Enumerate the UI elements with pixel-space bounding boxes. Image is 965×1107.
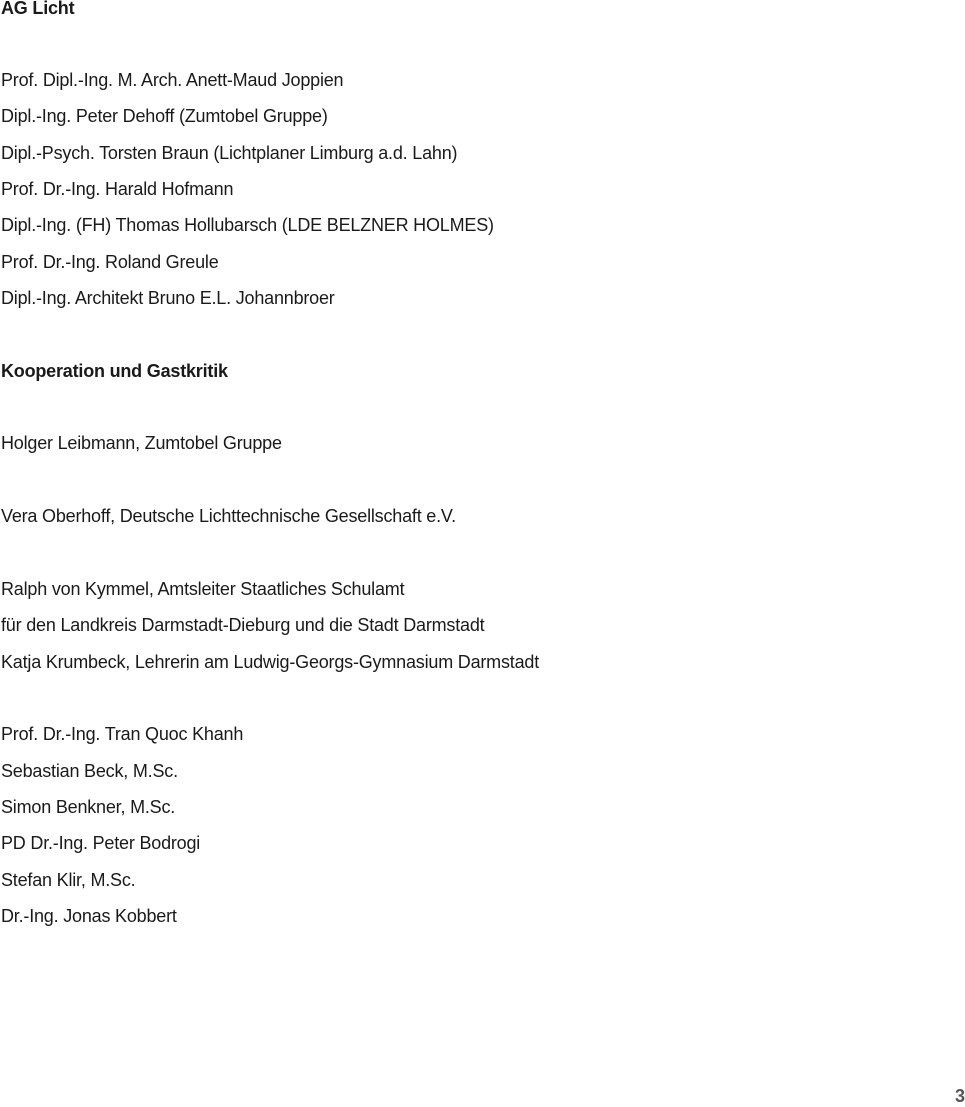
guest-line: Vera Oberhoff, Deutsche Lichttechnische Gesellschaft e.V. xyxy=(1,506,456,526)
guest-line: Prof. Dr.-Ing. Tran Quoc Khanh xyxy=(1,724,244,744)
section-heading-kooperation: Kooperation und Gastkritik xyxy=(1,361,228,381)
member-line: Dipl.-Ing. Peter Dehoff (Zumtobel Gruppe) xyxy=(1,106,328,126)
guest-line: PD Dr.-Ing. Peter Bodrogi xyxy=(1,833,201,853)
guest-line: Sebastian Beck, M.Sc. xyxy=(1,761,178,781)
member-line: Dipl.-Ing. (FH) Thomas Hollubarsch (LDE BELZNER HOLMES) xyxy=(1,215,494,235)
section-heading-ag-licht: AG Licht xyxy=(1,0,75,18)
member-line: Prof. Dr.-Ing. Harald Hofmann xyxy=(1,179,234,199)
guest-line: Holger Leibmann, Zumtobel Gruppe xyxy=(1,433,282,453)
guest-line: Dr.-Ing. Jonas Kobbert xyxy=(1,906,177,926)
member-line: Dipl.-Ing. Architekt Bruno E.L. Johannbroer xyxy=(1,288,335,308)
member-line: Prof. Dr.-Ing. Roland Greule xyxy=(1,252,219,272)
guest-line: für den Landkreis Darmstadt-Dieburg und die Stadt Darmstadt xyxy=(1,615,485,635)
member-line: Prof. Dipl.-Ing. M. Arch. Anett-Maud Joppien xyxy=(1,70,344,90)
guest-line: Stefan Klir, M.Sc. xyxy=(1,870,136,890)
member-line: Dipl.-Psych. Torsten Braun (Lichtplaner Limburg a.d. Lahn) xyxy=(1,143,458,163)
guest-line: Ralph von Kymmel, Amtsleiter Staatliches Schulamt xyxy=(1,579,405,599)
page-number: 3 xyxy=(954,1086,965,1106)
guest-line: Katja Krumbeck, Lehrerin am Ludwig-Georgs-Gymnasium Darmstadt xyxy=(1,652,540,672)
guest-line: Simon Benkner, M.Sc. xyxy=(1,797,176,817)
